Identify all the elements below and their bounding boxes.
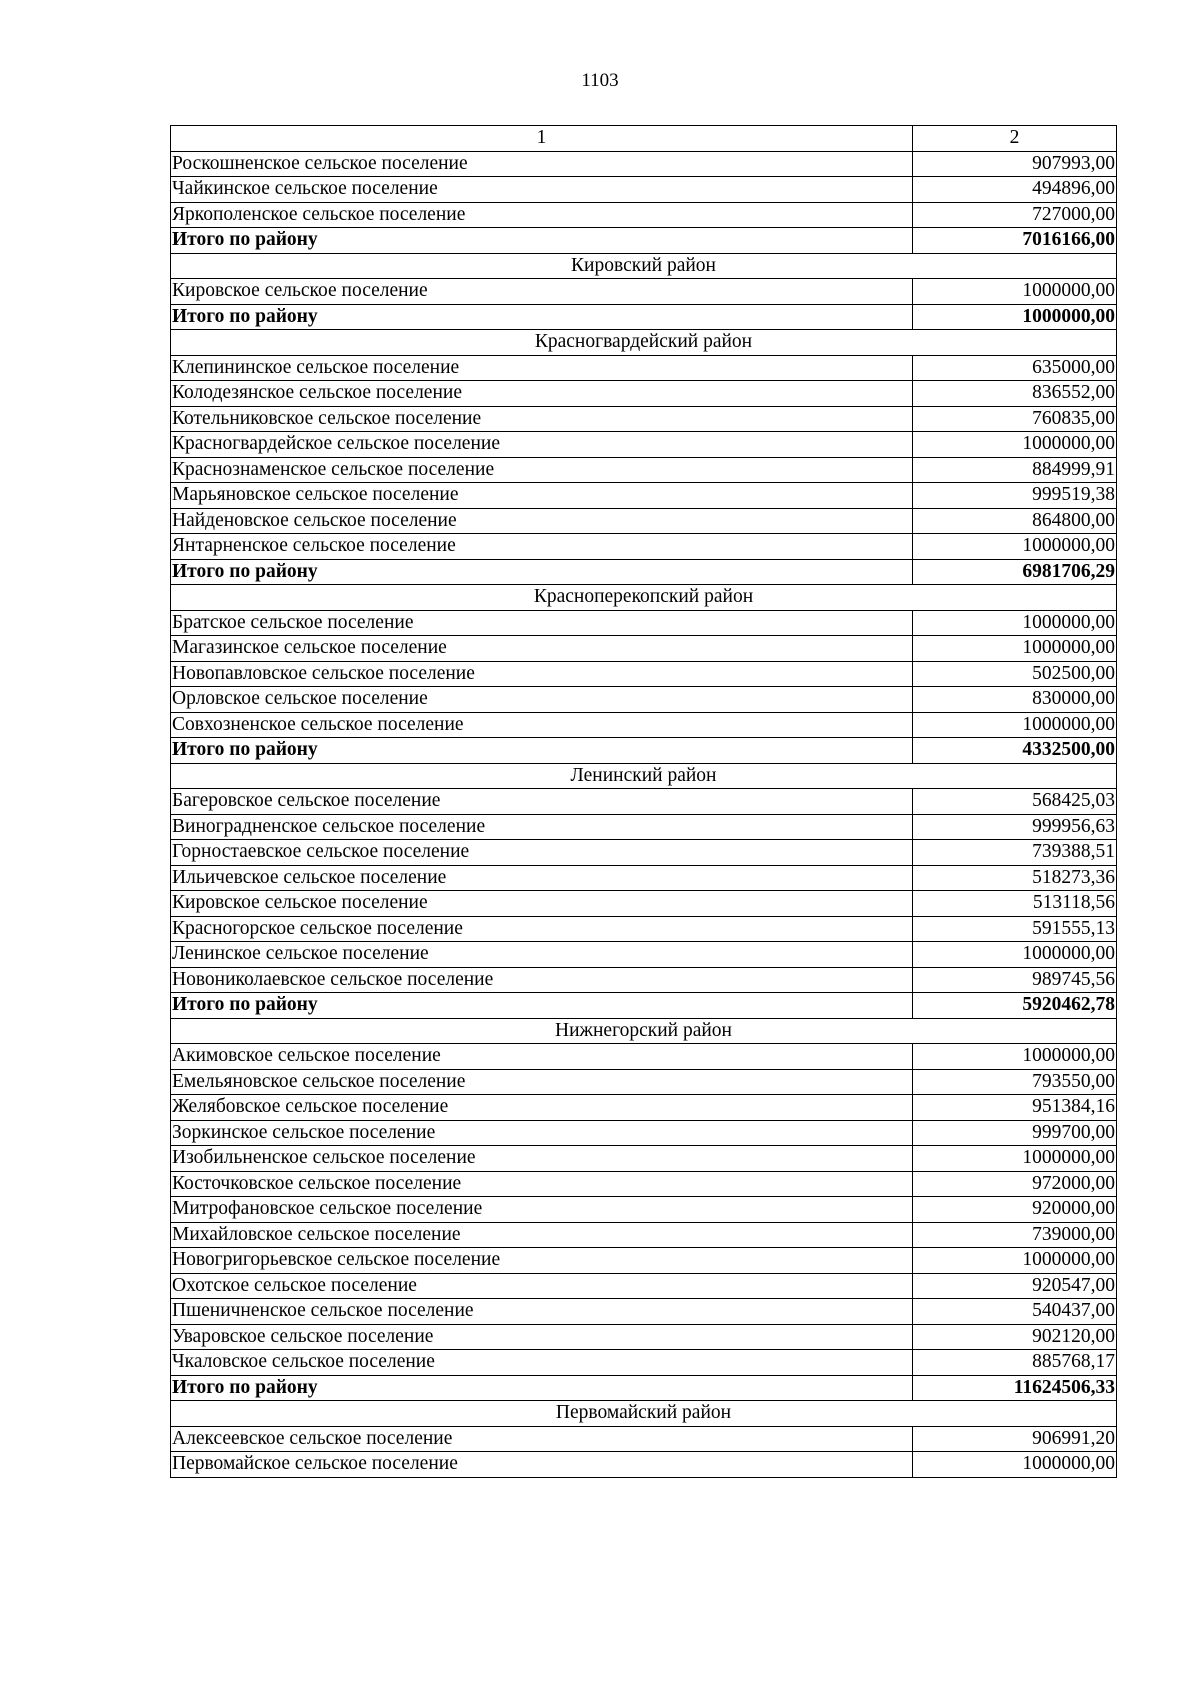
district-name: Ленинский район [171, 763, 1117, 789]
total-value: 11624506,33 [913, 1375, 1117, 1401]
total-label: Итого по району [171, 228, 913, 254]
district-name: Красноперекопский район [171, 585, 1117, 611]
amount-value: 1000000,00 [913, 534, 1117, 560]
total-value: 6981706,29 [913, 559, 1117, 585]
settlement-name: Косточковское сельское поселение [171, 1171, 913, 1197]
amount-value: 1000000,00 [913, 1146, 1117, 1172]
settlement-name: Клепининское сельское поселение [171, 355, 913, 381]
settlement-name: Роскошненское сельское поселение [171, 151, 913, 177]
district-header-row [171, 585, 1117, 611]
amount-value: 989745,56 [913, 967, 1117, 993]
district-total-row [171, 228, 1117, 254]
amount-value: 591555,13 [913, 916, 1117, 942]
table-row [171, 840, 1117, 866]
settlement-name: Емельяновское сельское поселение [171, 1069, 913, 1095]
settlement-name: Колодезянское сельское поселение [171, 381, 913, 407]
total-label: Итого по району [171, 304, 913, 330]
table-row [171, 432, 1117, 458]
table-row [171, 687, 1117, 713]
table-row [171, 151, 1117, 177]
total-value: 7016166,00 [913, 228, 1117, 254]
settlement-name: Акимовское сельское поселение [171, 1044, 913, 1070]
district-name: Первомайский район [171, 1401, 1117, 1427]
district-header-row [171, 330, 1117, 356]
table-row [171, 534, 1117, 560]
table-row [171, 1120, 1117, 1146]
settlement-name: Пшеничненское сельское поселение [171, 1299, 913, 1325]
amount-value: 727000,00 [913, 202, 1117, 228]
amount-value: 568425,03 [913, 789, 1117, 815]
amount-value: 907993,00 [913, 151, 1117, 177]
table-row [171, 967, 1117, 993]
settlement-name: Марьяновское сельское поселение [171, 483, 913, 509]
amount-value: 1000000,00 [913, 1452, 1117, 1478]
settlement-name: Красногорское сельское поселение [171, 916, 913, 942]
settlement-name: Ильичевское сельское поселение [171, 865, 913, 891]
table-row [171, 916, 1117, 942]
settlement-name: Яркополенское сельское поселение [171, 202, 913, 228]
district-total-row [171, 559, 1117, 585]
table-row [171, 1273, 1117, 1299]
total-label: Итого по району [171, 1375, 913, 1401]
table-row [171, 483, 1117, 509]
column-header-2: 2 [913, 126, 1117, 152]
settlement-name: Магазинское сельское поселение [171, 636, 913, 662]
amount-value: 1000000,00 [913, 432, 1117, 458]
total-label: Итого по району [171, 559, 913, 585]
settlement-name: Виноградненское сельское поселение [171, 814, 913, 840]
page-number: 1103 [581, 70, 619, 91]
settlement-name: Чайкинское сельское поселение [171, 177, 913, 203]
district-total-row [171, 993, 1117, 1019]
table-row [171, 457, 1117, 483]
settlement-name: Новониколаевское сельское поселение [171, 967, 913, 993]
settlement-name: Краснознаменское сельское поселение [171, 457, 913, 483]
table-row [171, 1452, 1117, 1478]
settlement-name: Изобильненское сельское поселение [171, 1146, 913, 1172]
table-row [171, 1171, 1117, 1197]
amount-value: 920000,00 [913, 1197, 1117, 1223]
settlement-name: Янтарненское сельское поселение [171, 534, 913, 560]
settlement-name: Ленинское сельское поселение [171, 942, 913, 968]
total-label: Итого по району [171, 993, 913, 1019]
total-label: Итого по району [171, 738, 913, 764]
settlement-name: Горностаевское сельское поселение [171, 840, 913, 866]
table-row [171, 1197, 1117, 1223]
settlement-name: Зоркинское сельское поселение [171, 1120, 913, 1146]
amount-value: 1000000,00 [913, 610, 1117, 636]
settlement-name: Кировское сельское поселение [171, 279, 913, 305]
table-row [171, 202, 1117, 228]
settlement-name: Котельниковское сельское поселение [171, 406, 913, 432]
amount-value: 951384,16 [913, 1095, 1117, 1121]
table-row [171, 712, 1117, 738]
settlement-name: Алексеевское сельское поселение [171, 1426, 913, 1452]
table-row [171, 1248, 1117, 1274]
amount-value: 739000,00 [913, 1222, 1117, 1248]
amount-value: 760835,00 [913, 406, 1117, 432]
amount-value: 885768,17 [913, 1350, 1117, 1376]
settlement-name: Орловское сельское поселение [171, 687, 913, 713]
settlement-name: Братское сельское поселение [171, 610, 913, 636]
table-row [171, 1044, 1117, 1070]
amount-value: 972000,00 [913, 1171, 1117, 1197]
amount-value: 1000000,00 [913, 1044, 1117, 1070]
settlement-name: Найденовское сельское поселение [171, 508, 913, 534]
table-row [171, 1095, 1117, 1121]
table-row [171, 508, 1117, 534]
table-row [171, 1069, 1117, 1095]
total-value: 5920462,78 [913, 993, 1117, 1019]
column-header-1: 1 [171, 126, 913, 152]
table-row [171, 891, 1117, 917]
table-row [171, 942, 1117, 968]
amount-value: 920547,00 [913, 1273, 1117, 1299]
table-row [171, 789, 1117, 815]
table-row [171, 1350, 1117, 1376]
district-total-row [171, 304, 1117, 330]
table-row [171, 1324, 1117, 1350]
settlement-name: Чкаловское сельское поселение [171, 1350, 913, 1376]
district-name: Нижнегорский район [171, 1018, 1117, 1044]
amount-value: 999700,00 [913, 1120, 1117, 1146]
settlement-name: Новопавловское сельское поселение [171, 661, 913, 687]
table-row [171, 406, 1117, 432]
amount-value: 902120,00 [913, 1324, 1117, 1350]
settlement-name: Охотское сельское поселение [171, 1273, 913, 1299]
amount-value: 518273,36 [913, 865, 1117, 891]
table-row [171, 355, 1117, 381]
amount-value: 793550,00 [913, 1069, 1117, 1095]
amount-value: 1000000,00 [913, 636, 1117, 662]
settlement-name: Желябовское сельское поселение [171, 1095, 913, 1121]
amount-value: 864800,00 [913, 508, 1117, 534]
table-row [171, 814, 1117, 840]
settlement-name: Новогригорьевское сельское поселение [171, 1248, 913, 1274]
table-header-row [171, 126, 1117, 152]
amount-value: 999519,38 [913, 483, 1117, 509]
table-row [171, 1146, 1117, 1172]
amount-value: 540437,00 [913, 1299, 1117, 1325]
district-header-row [171, 1018, 1117, 1044]
settlement-name: Михайловское сельское поселение [171, 1222, 913, 1248]
amount-value: 635000,00 [913, 355, 1117, 381]
amount-value: 884999,91 [913, 457, 1117, 483]
settlement-name: Совхозненское сельское поселение [171, 712, 913, 738]
amount-value: 1000000,00 [913, 942, 1117, 968]
district-total-row [171, 1375, 1117, 1401]
table-row [171, 865, 1117, 891]
district-total-row [171, 738, 1117, 764]
amount-value: 1000000,00 [913, 712, 1117, 738]
settlement-name: Кировское сельское поселение [171, 891, 913, 917]
total-value: 1000000,00 [913, 304, 1117, 330]
district-header-row [171, 1401, 1117, 1427]
amount-value: 513118,56 [913, 891, 1117, 917]
table-row [171, 177, 1117, 203]
total-value: 4332500,00 [913, 738, 1117, 764]
table-row [171, 1222, 1117, 1248]
district-header-row [171, 763, 1117, 789]
table-body [171, 151, 1117, 1477]
table-row [171, 661, 1117, 687]
settlement-name: Красногвардейское сельское поселение [171, 432, 913, 458]
settlement-name: Багеровское сельское поселение [171, 789, 913, 815]
amount-value: 830000,00 [913, 687, 1117, 713]
amount-value: 836552,00 [913, 381, 1117, 407]
table-row [171, 610, 1117, 636]
amount-value: 494896,00 [913, 177, 1117, 203]
settlement-name: Уваровское сельское поселение [171, 1324, 913, 1350]
budget-table [170, 125, 1117, 1478]
amount-value: 739388,51 [913, 840, 1117, 866]
table-row [171, 279, 1117, 305]
table-row [171, 1299, 1117, 1325]
amount-value: 1000000,00 [913, 279, 1117, 305]
table-row [171, 381, 1117, 407]
amount-value: 999956,63 [913, 814, 1117, 840]
amount-value: 1000000,00 [913, 1248, 1117, 1274]
district-name: Красногвардейский район [171, 330, 1117, 356]
district-header-row [171, 253, 1117, 279]
amount-value: 906991,20 [913, 1426, 1117, 1452]
amount-value: 502500,00 [913, 661, 1117, 687]
settlement-name: Первомайское сельское поселение [171, 1452, 913, 1478]
settlement-name: Митрофановское сельское поселение [171, 1197, 913, 1223]
district-name: Кировский район [171, 253, 1117, 279]
table-row [171, 636, 1117, 662]
table-row [171, 1426, 1117, 1452]
